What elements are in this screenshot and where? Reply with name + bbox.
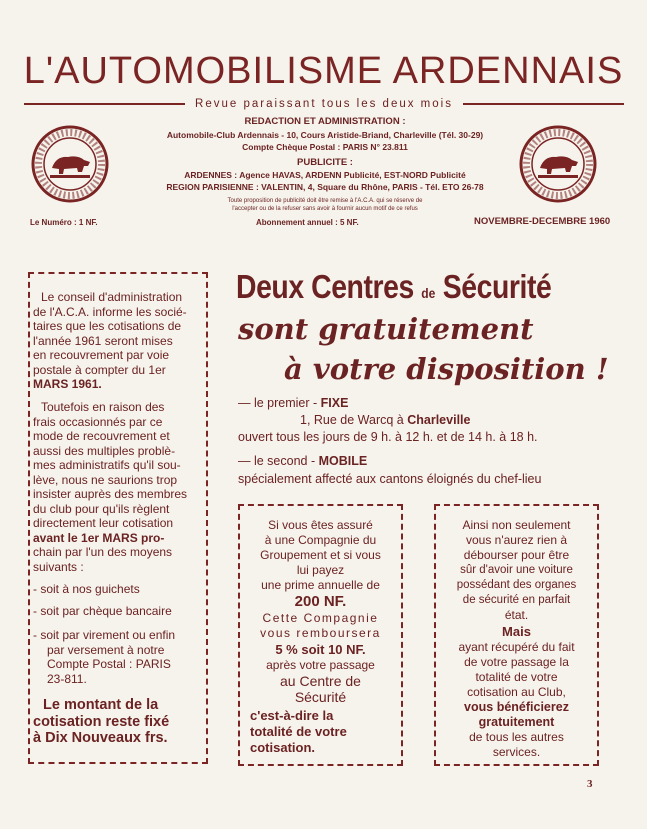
right-rule <box>463 103 624 105</box>
notice-line: mode de recouvrement et <box>33 429 170 443</box>
benefits-text <box>436 518 597 760</box>
center-mobile <box>238 454 367 468</box>
notice-line: aussi des multiples problè- <box>33 443 176 458</box>
headline-part1: Deux Centres <box>236 268 414 305</box>
box-line: Ainsi non seulement <box>462 518 571 532</box>
box-line: sûr d'avoir une voiture <box>460 564 573 576</box>
refund-amount: 5 % soit 10 NF. <box>275 642 366 657</box>
payment-option-transfer <box>33 628 175 686</box>
club-address: Automobile-Club Ardennais - 10, Cours Aristide-Briand, Charleville (Tél. 30-29) <box>166 130 484 140</box>
box-line: ayant récupéré du fait <box>458 640 575 654</box>
masthead-title: L'AUTOMOBILISME ARDENNAIS <box>23 50 624 92</box>
box-line: débourser pour être <box>463 548 570 562</box>
notice-line: Compte Postal : PARIS <box>47 657 171 671</box>
notice-line: Toutefois en raison des <box>41 400 165 414</box>
center-fixed-hours: ouvert tous les jours de 9 h. à 12 h. et de 14 h. à 18 h. <box>238 430 538 444</box>
insurance-text <box>240 518 401 756</box>
box-line: état. <box>504 608 529 622</box>
notice-line: suivants : <box>33 559 84 574</box>
box-line: une prime annuelle de <box>261 578 380 592</box>
payment-option-cheque: - soit par chèque bancaire <box>33 604 172 618</box>
center-fixed-type: FIXE <box>320 396 349 410</box>
boar-icon <box>52 156 90 174</box>
notice-line: chain par l'un des moyens <box>33 545 173 559</box>
issue-subscription: Abonnement annuel : 5 NF. <box>256 218 359 227</box>
club-emblem-right <box>518 124 598 204</box>
notice-paragraph-1 <box>33 290 205 392</box>
notice-line: mes administratifs qu'il sou- <box>33 458 181 472</box>
box-line: après votre passage <box>266 658 375 672</box>
box-line: vous n'aurez rien à <box>465 533 567 547</box>
box-line: possédant des organes <box>456 579 577 591</box>
box-line: Sécurité <box>294 689 347 705</box>
issue-date: NOVEMBRE-DECEMBRE 1960 <box>474 216 611 227</box>
box-closing-line: cotisation. <box>250 740 316 755</box>
box-closing-line: c'est-à-dire la <box>250 708 334 723</box>
headline-part3: Sécurité <box>442 268 552 305</box>
publicity-notice-2: l'accepter ou de la refuser sans avoir à fournir aucun motif de ce refus <box>232 206 418 212</box>
notice-line: de l'A.C.A. informe les socié- <box>33 304 187 319</box>
box-line: de sécurité en parfait <box>462 594 571 606</box>
box-line: à une Compagnie du <box>264 533 377 547</box>
boar-icon <box>540 156 578 174</box>
headline-script-2: à votre disposition ! <box>284 352 609 386</box>
notice-line: Le montant de la <box>43 697 159 713</box>
postal-account: Compte Chèque Postal : PARIS N° 23.811 <box>242 142 408 152</box>
payment-option-counter: - soit à nos guichets <box>33 582 140 596</box>
box-line: totalité de votre <box>475 670 558 684</box>
notice-line: à Dix Nouveaux frs. <box>33 730 168 746</box>
notice-line: l'année 1961 seront mises <box>33 333 173 348</box>
publicity-heading: PUBLICITE : <box>297 157 353 168</box>
subtitle-row <box>24 96 624 112</box>
notice-paragraph-2 <box>33 400 205 574</box>
left-rule <box>24 103 185 105</box>
notice-line: en recouvrement par voie <box>33 348 170 362</box>
page-number: 3 <box>587 778 593 790</box>
notice-line: 23-811. <box>47 671 87 686</box>
center-fixed-city: Charleville <box>407 413 471 427</box>
center-mobile-type: MOBILE <box>318 454 368 468</box>
center-mobile-desc: spécialement affecté aux cantons éloignés du chef-lieu <box>238 472 542 486</box>
subtitle: Revue paraissant tous les deux mois <box>195 98 453 110</box>
center-fixed-prefix: — le premier - <box>238 396 321 410</box>
box-line: services. <box>492 745 541 759</box>
box-closing-line: totalité de votre <box>250 724 347 739</box>
notice-line: par versement à notre <box>47 642 165 657</box>
box-line: Si vous êtes assuré <box>268 518 373 532</box>
headline-script-1: sont gratuitement <box>238 312 534 346</box>
notice-line: postale à compter du 1er <box>33 362 166 377</box>
mais-label: Mais <box>502 624 531 639</box>
notice-line: Le conseil d'administration <box>41 290 183 304</box>
notice-line: - soit par virement ou enfin <box>33 628 176 642</box>
box-line: de tous les autres <box>469 730 564 744</box>
publicity-notice-1: Toute proposition de publicité doit être remise à l'A.C.A. qui se réserve de <box>227 198 423 204</box>
center-mobile-prefix: — le second - <box>238 454 319 468</box>
box-line: Groupement et si vous <box>260 548 381 562</box>
box-bold-line: gratuitement <box>478 715 555 729</box>
publicity-paris: REGION PARISIENNE : VALENTIN, 4, Square du Rhône, PARIS - Tél. ETO 26-78 <box>166 182 484 192</box>
notice-line: directement leur cotisation <box>33 516 174 530</box>
notice-line: cotisation reste fixé <box>33 713 170 730</box>
box-line: au Centre de <box>280 673 361 689</box>
notice-line: taires que les cotisations de <box>33 319 182 333</box>
admin-heading: REDACTION ET ADMINISTRATION : <box>244 116 406 127</box>
center-fixed-street: 1, Rue de Warcq à <box>300 413 408 427</box>
notice-line: lève, nous ne saurions trop <box>33 472 178 487</box>
issue-price: Le Numéro : 1 NF. <box>30 218 98 227</box>
notice-conclusion <box>33 697 169 747</box>
notice-line: MARS 1961. <box>33 377 102 391</box>
notice-line: frais occasionnés par ce <box>33 414 163 429</box>
box-bold-line: vous bénéficierez <box>464 700 569 714</box>
publicity-ardennes: ARDENNES : Agence HAVAS, ARDENN Publicité, EST-NORD Publicité <box>184 170 466 180</box>
notice-line: insister auprès des membres <box>33 487 188 501</box>
notice-line: du club pour qu'ils règlent <box>33 501 170 516</box>
box-line: lui payez <box>296 563 345 577</box>
box-line: cotisation au Club, <box>467 685 566 699</box>
box-line: de votre passage la <box>464 655 569 669</box>
headline <box>236 268 551 306</box>
club-emblem-left <box>30 124 110 204</box>
box-line: vous remboursera <box>260 626 381 640</box>
center-fixed <box>238 396 348 410</box>
headline-part2: de <box>421 285 436 301</box>
center-fixed-address <box>300 413 470 427</box>
notice-line: avant le 1er MARS pro- <box>33 530 165 545</box>
box-line: Cette Compagnie <box>262 611 379 625</box>
premium-amount: 200 NF. <box>294 593 347 610</box>
